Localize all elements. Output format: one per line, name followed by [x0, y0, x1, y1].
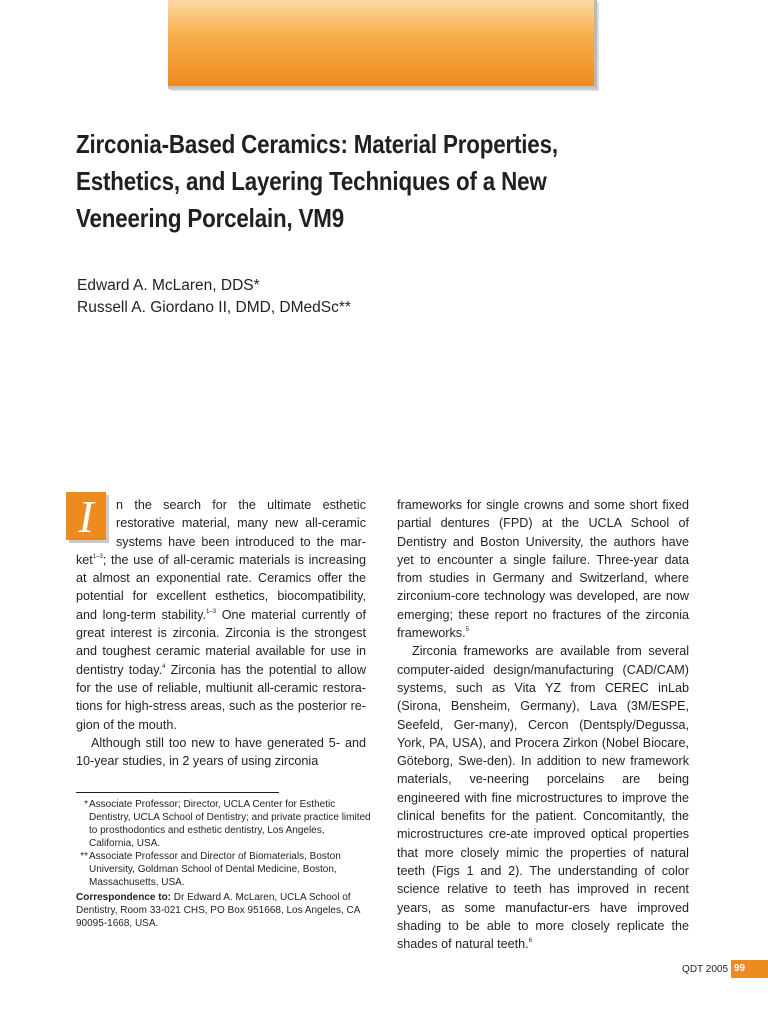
author-list: [77, 275, 351, 319]
author-name: Russell A. Giordano II, DMD, DMedSc**: [77, 299, 351, 316]
text-run: n the search for the ultimate esthetic restorative material, many new all-ceramic systems have been introduced to the mar-ket: [76, 498, 366, 567]
body-paragraph: [397, 496, 689, 642]
body-column-left: [76, 491, 366, 770]
header-banner: [168, 0, 597, 89]
footnote: [76, 798, 372, 850]
reference-marker: 1–3: [92, 553, 103, 560]
reference-marker: 4: [162, 663, 166, 670]
footnote-divider: [76, 792, 279, 793]
footnote-marker: *: [84, 799, 88, 810]
text-run: One material currently of great interest is zirconia. Zirconia is the strongest and toughest ceramic material available for use in dentistry today.: [76, 607, 366, 677]
correspondence-label: Correspondence to:: [76, 892, 172, 903]
drop-cap: I: [66, 492, 106, 540]
text-run: Zirconia frameworks are available from several computer-aided design/manufacturing (CAD/CAM) systems, such as Vita YZ from CEREC inLab (Sirona, Bensheim, Germany), Lava (3M/ESPE, Seefeld, Ger-many), Cercon (Dentsply/Degussa, York, PA, USA), and Procera Zirkon (Nobel Biocare, Göteborg, Swe-den). In addition to new framework materials, ve-neering porcelains are being engineered with fine microstructures to improve the clinical benefits for the patient. Concomitantly, the microstructures cre-ate improved optical properties that more closely mimic the properties of natural teeth (Figs 1 and 2). The understanding of color science relative to teeth has improved in recent years, as some manufactur-ers have improved shading to be able to more closely replicate the shades of natural teeth.: [397, 644, 689, 952]
reference-marker: 1–3: [206, 608, 217, 615]
text-run: ; the use of all-ceramic materials is increasing at almost an exponential rate. Ceramics offer the potential for excellent esthetics, biocompatibility, and long-term stability.: [76, 552, 366, 622]
footnote: [76, 850, 372, 889]
correspondence-text: Dr Edward A. McLaren, UCLA School of Dentistry, Room 33-021 CHS, PO Box 951668, Los Angeles, CA 90095-1668, USA.: [76, 892, 360, 929]
footnotes: [76, 798, 372, 930]
body-paragraph: Although still too new to have generated 5- and 10-year studies, in 2 years of using zirconia: [76, 735, 366, 769]
page-footer: [682, 960, 768, 978]
text-run: Zirconia has the potential to allow for the use of reliable, multiunit all-ceramic restora-tions for high-stress areas, such as the posterior re-gion of the mouth.: [76, 662, 366, 732]
footnote-marker: **: [80, 851, 88, 862]
article-title: [76, 126, 626, 237]
footnote-text: Associate Professor; Director, UCLA Center for Esthetic Dentistry, UCLA School of Dentistry; and private practice limited to prosthodontics and esthetic dentistry, Los Angeles, California, USA.: [89, 799, 371, 849]
journal-name: QDT 2005: [682, 963, 728, 975]
page-number: 99: [731, 960, 768, 978]
correspondence: [76, 891, 372, 930]
body-column-right: [397, 496, 689, 953]
footnote-text: Associate Professor and Director of Biomaterials, Boston University, Goldman School of Dental Medicine, Boston, Massachusetts, USA.: [89, 851, 341, 888]
title-line: Esthetics, and Layering Techniques of a New: [76, 166, 547, 196]
title-line: Veneering Porcelain, VM9: [76, 203, 345, 233]
text-run: frameworks for single crowns and some short fixed partial dentures (FPD) at the UCLA School of Dentistry and Boston University, the authors have yet to encounter a single failure. Three-year data from studies in Germany and Switzerland, where zirconium-core technology was developed, are now emerging; these report no fractures of the zirconia frameworks.: [397, 498, 689, 641]
body-paragraph: [397, 642, 689, 953]
title-line: Zirconia-Based Ceramics: Material Properties,: [76, 129, 558, 159]
body-paragraph: [76, 491, 366, 734]
author-name: Edward A. McLaren, DDS*: [77, 277, 260, 294]
reference-marker: 5: [465, 627, 469, 634]
reference-marker: 6: [528, 938, 532, 945]
